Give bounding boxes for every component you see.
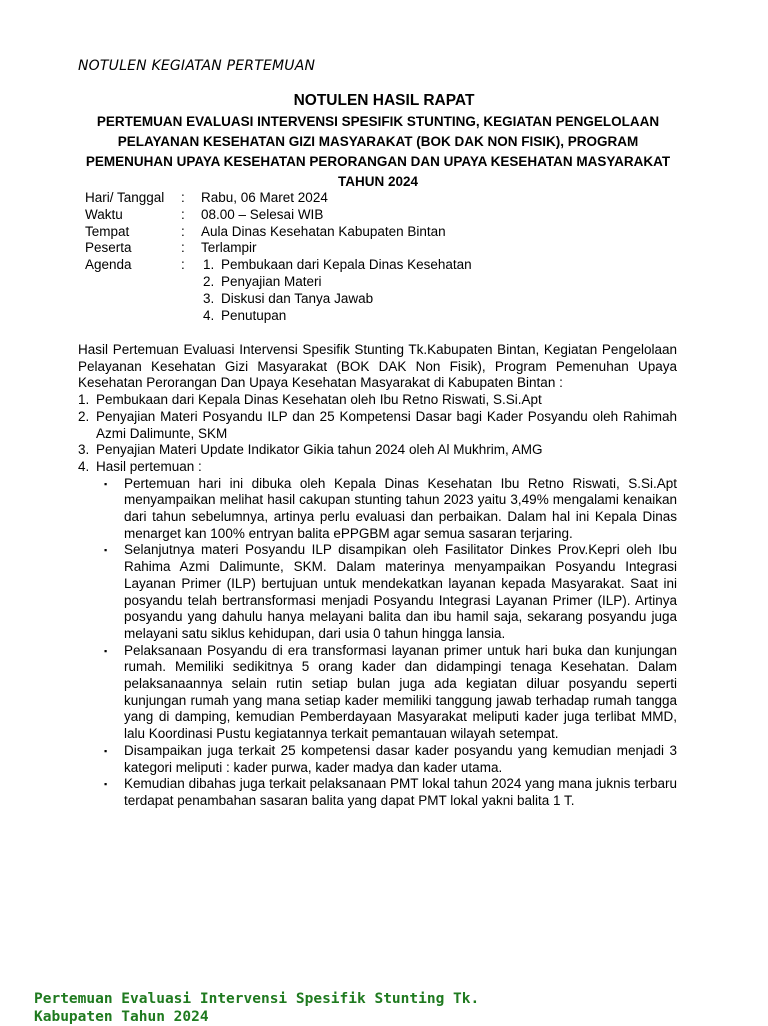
info-label: Waktu [85,206,123,222]
agenda-item [201,291,472,308]
agenda-text: Diskusi dan Tanya Jawab [221,290,374,306]
intro-paragraph: Hasil Pertemuan Evaluasi Intervensi Spesifik Stunting Tk.Kabupaten Bintan, Kegiatan Pengelolaan Pelayanan Kesehatan Gizi Masyarakat (BOK DAK Non Fisik), Program Pemenuhan Upaya Kesehatan Perorangan Dan Upaya Kesehatan Masyarakat di Kabupaten Bintan : [78,342,677,391]
info-value: 08.00 – Selesai WIB [201,206,324,222]
agenda-number: 3. [203,290,215,306]
info-colon: : [181,190,185,205]
info-label: Peserta [85,240,132,256]
discussion-bullets [78,476,677,810]
info-value: Rabu, 06 Maret 2024 [201,190,328,205]
agenda-list [201,257,472,324]
result-text: Pembukaan dari Kepala Dinas Kesehatan oleh Ibu Retno Riswati, S.Si.Apt [96,392,542,408]
info-label: Hari/ Tanggal [85,190,165,205]
bullet-marker-icon: ▪ [104,745,108,756]
meeting-info [85,190,472,324]
page-subtitle: PERTEMUAN EVALUASI INTERVENSI SPESIFIK STUNTING, KEGIATAN PENGELOLAAN PELAYANAN KESEHATAN GIZI MASYARAKAT (BOK DAK NON FISIK), PROGRAM PEMENUHAN UPAYA KESEHATAN PERORANGAN DAN UPAYA KESEHATAN MASYARAKAT TAHUN 2024 [85,114,671,189]
document-label: NOTULEN KEGIATAN PERTEMUAN [78,58,316,74]
agenda-number: 2. [203,273,215,289]
bullet-text: Disampaikan juga terkait 25 kompetensi dasar kader posyandu yang kemudian menjadi 3 kategori meliputi : kader purwa, kader madya dan kader utama. [124,742,677,775]
result-text: Penyajian Materi Update Indikator Gikia tahun 2024 oleh Al Mukhrim, AMG [96,442,543,458]
bullet-text: Kemudian dibahas juga terkait pelaksanaan PMT lokal tahun 2024 yang mana juknis terbaru terdapat penambahan sasaran balita yang dapat PMT lokal yakni balita 1 T. [124,776,677,808]
info-value: Terlampir [201,240,257,256]
info-row-time [85,207,472,224]
results-list [78,392,677,476]
bullet-text: Pertemuan hari ini dibuka oleh Kepala Dinas Kesehatan Ibu Retno Riswati, S.Si.Apt menyampaikan melihat hasil cakupan stunting tahun 2023 yaitu 3,49% mengalami kenaikan dari tahun sebelumnya, artinya perlu evaluasi dan perbaikan. Dalam hal ini Kepala Dinas menarget kan 100% entryan balita ePPGBM agar semua sasaran terjaring. [124,475,677,541]
info-label: Tempat [85,223,130,239]
result-number: 2. [78,408,90,424]
result-number: 1. [78,392,90,408]
info-row-agenda [85,257,472,324]
footer-line: Pertemuan Evaluasi Intervensi Spesifik Stunting Tk. [34,991,480,1007]
result-item [78,392,677,409]
agenda-number: 1. [203,257,215,273]
info-row-date [85,190,472,207]
bullet-item [104,643,677,743]
meeting-results [78,342,677,810]
document-footer [34,990,554,1026]
agenda-number: 4. [203,307,215,323]
agenda-text: Penutupan [221,307,287,323]
agenda-item [201,257,472,274]
agenda-text: Penyajian Materi [221,273,322,289]
footer-line: Kabupaten Tahun 2024 [34,1009,209,1025]
bullet-marker-icon: ▪ [104,545,108,556]
info-colon: : [181,240,185,256]
result-text: Penyajian Materi Posyandu ILP dan 25 Kompetensi Dasar bagi Kader Posyandu oleh Rahimah Azmi Dalimunte, SKM [96,408,677,441]
result-number: 3. [78,442,90,458]
info-colon: : [181,223,185,239]
bullet-marker-icon: ▪ [104,645,108,656]
info-colon: : [181,257,185,273]
bullet-marker-icon: ▪ [104,779,108,790]
page-title: NOTULEN HASIL RAPAT [293,92,475,109]
bullet-marker-icon: ▪ [104,478,108,489]
info-label: Agenda [85,257,132,273]
bullet-text: Selanjutnya materi Posyandu ILP disampikan oleh Fasilitator Dinkes Prov.Kepri oleh Ibu Rahima Azmi Dalimunte, SKM. Dalam materinya menyampaikan Posyandu Integrasi Layanan Primer (ILP) bertujuan untuk mendekatkan layanan kepada Masyarakat. Saat ini posyandu telah bertransformasi menjadi Posyandu Integrasi Layanan Primer (ILP). Artinya posyandu yang dahulu hanya melayani balita dan ibu hamil saja, sekarang posyandu juga melayani satu siklus kehidupan, dari usia 0 tahun hingga lansia. [124,542,677,641]
bullet-item [104,743,677,776]
result-number: 4. [78,458,90,474]
bullet-item [104,542,677,642]
result-item [78,409,677,442]
bullet-text: Pelaksanaan Posyandu di era transformasi layanan primer untuk hari buka dan kunjungan rumah. Memiliki sedikitnya 5 orang kader dan didampingi tenaga Kesehatan. Dalam pelaksanaannya selain rutin setiap bulan juga ada kegiatan diluar posyandu seperti kunjungan rumah yang mana setiap kader memiliki tanggung jawab terhadap rumah tangga yang di damping, kemudian Pemberdayaan Masyarakat meliputi kader juga terlibat MMD, lalu Koordinasi Pustu kegiatannya terkait pemantauan wilayah setempat. [124,642,677,742]
agenda-item [201,308,472,325]
info-value: Aula Dinas Kesehatan Kabupaten Bintan [201,223,446,239]
agenda-text: Pembukaan dari Kepala Dinas Kesehatan [221,257,472,273]
info-row-participants [85,240,472,257]
agenda-item [201,274,472,291]
bullet-item [104,776,677,809]
result-item [78,442,677,459]
result-text: Hasil pertemuan : [96,458,202,474]
result-item [78,459,677,476]
info-colon: : [181,206,185,222]
info-row-place [85,224,472,241]
bullet-item [104,476,677,543]
